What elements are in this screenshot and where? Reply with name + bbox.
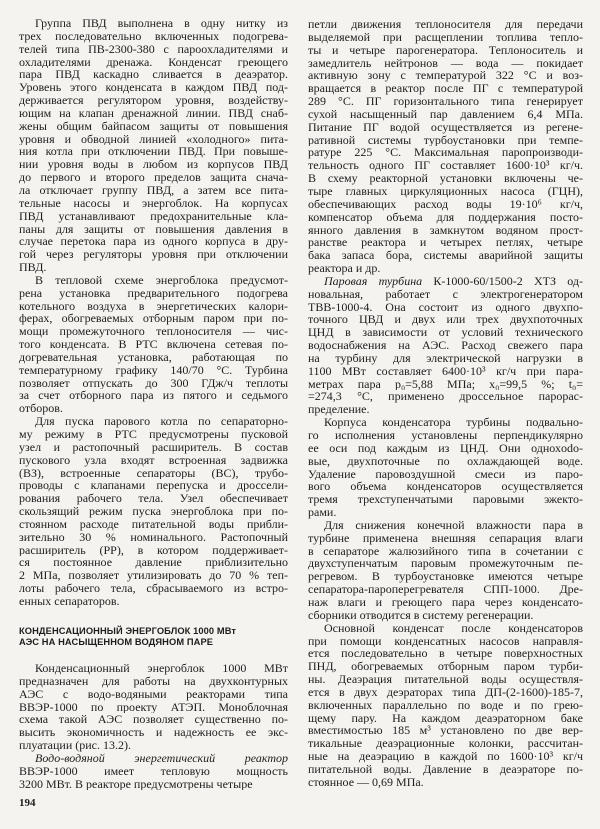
paragraph-line: гой через регуляторы уровня при отключении <box>19 248 288 262</box>
paragraph-line: стоянном расходе питательной воды прибли- <box>19 517 288 531</box>
paragraph-line: В тепловой схеме энергоблока предусмот- <box>35 273 288 287</box>
paragraph-line: Для снижения конечной влажности пара в <box>324 518 583 532</box>
paragraph-line: 1100 МВт составляет 6400·10³ кг/ч при пара- <box>308 364 583 378</box>
paragraph-line: ны. Деаэрация питательной воды осуществля- <box>308 673 583 686</box>
paragraph-line: зительно 30 % номинального. Растопочный <box>19 530 288 544</box>
paragraph-line: ранстве реактора и четырех петлях, четыре <box>308 236 583 250</box>
paragraph-line: рования рабочего тела. Узел обеспечивает <box>19 492 288 506</box>
paragraph-line: ты и четыре парогенератора. Теплоноситель и <box>308 43 583 57</box>
paragraph-line: плуатации (рис. 13.2). <box>19 739 131 752</box>
paragraph-line: ся постоянное давление приблизительно <box>19 556 288 570</box>
paragraph-line: узел и растопочный расширитель. В состав <box>19 440 288 454</box>
paragraph-line: Корпуса конденсатора турбины подвально- <box>324 416 583 429</box>
paragraph-line: ТВВ-1000-4. Она состоит из одного двухпо- <box>308 300 583 314</box>
paragraph-line: высить экономичность и надежность ее экс- <box>19 726 288 740</box>
paragraph-line: рами. <box>308 506 337 519</box>
paragraph-line <box>19 752 288 765</box>
left-column-lower <box>19 662 288 790</box>
paragraph-line: Конденсационный энергоблок 1000 МВт <box>35 662 288 675</box>
paragraph-line: ется последовательно в четыре поверхностных <box>308 647 583 661</box>
paragraph-line: бака запаса бора, системы аварийной защиты <box>308 249 583 263</box>
section-heading-line-2: АЭС НА НАСЫЩЕННОМ ВОДЯНОМ ПАРЕ <box>19 637 214 647</box>
paragraph-line: щему пару. На каждом деаэраторном баке <box>308 711 583 725</box>
paragraph-line: новальная, работает с электрогенератором <box>308 287 583 301</box>
paragraph-line: ется в двух деэраторах типа ДП-(2-1600)-185-7, <box>308 685 583 699</box>
paragraph-line: енных сепараторов. <box>19 594 120 608</box>
italic-lead: Водо-водяной энергетический реактор <box>35 751 288 765</box>
paragraph-line: Удаление паровоздушной смеси из паро- <box>308 467 583 481</box>
paragraph-line: активную зону с температурой 322 °С и воз- <box>308 69 583 83</box>
paragraph-line <box>308 275 583 288</box>
paragraph-line: двухступенчатым паровым промежуточным пе- <box>308 557 583 571</box>
paragraph-line: тикальные деаэрационные колонки, рассчитан- <box>308 737 583 751</box>
paragraph-line: лоты рабочего тела, сбрасываемого из встро- <box>19 582 288 595</box>
paragraph-line: паны для защиты от повышения давления в <box>19 222 288 236</box>
paragraph-line: обеспечивающих расход воды 19·10⁶ кг/ч, <box>308 197 583 211</box>
paragraph-line: точного ЦВД и двух или трех двухпоточных <box>308 313 583 327</box>
paragraph-line: Для пуска парового котла по сепараторно- <box>35 415 288 428</box>
left-column <box>19 17 288 608</box>
paragraph-line: догревательная установка, работающая по <box>19 350 288 364</box>
paragraph-line: турбине применена внешняя сепарация влаги <box>308 531 583 545</box>
paragraph-line: сборники отводится в систему регенерации. <box>308 608 534 622</box>
paragraph-line: Питание ПГ водой осуществляется из регене- <box>308 120 583 134</box>
page-number: 194 <box>19 797 36 809</box>
paragraph-line: скользящий режим пуска энергоблока при по- <box>19 505 288 518</box>
paragraph-line: 3200 МВт. В реакторе предусмотрены четыре <box>19 777 253 791</box>
paragraph-line: проводы с клапанами перепуска и дроссели- <box>19 479 288 493</box>
paragraph-line: схема такой АЭС позволяет существенно по- <box>19 713 288 727</box>
paragraph-line: =274,3 °С, применено дроссельное парорас- <box>308 390 583 404</box>
paragraph-line: компенсатор объема для поддержания посто- <box>308 210 583 224</box>
paragraph-line: сухой насыщенный пар давлением 6,4 МПа. <box>308 107 583 121</box>
paragraph-line: ВВЭР-1000 имеет тепловую мощность <box>19 764 288 778</box>
paragraph-line: мощи промежуточного теплоносителя — чис- <box>19 325 288 339</box>
paragraph-line: температурному графику 140/70 °С. Турбина <box>19 363 288 377</box>
paragraph-line: замедлитель нейтронов — вода — покидает <box>308 56 583 70</box>
paragraph-line: пределение. <box>308 403 370 417</box>
paragraph-line: водоснабжения на АЭС. Расход свежего пара <box>308 339 583 352</box>
paragraph-line: ния котла при отключении ПВД. При повыше- <box>19 145 288 159</box>
paragraph-line: рена установка предварительного подогрева <box>19 286 288 300</box>
paragraph-line: тельные насосы и энергоблок. На корпусах <box>19 196 288 210</box>
paragraph-line: ющим на клапан дренажной линии. ПВД снаб- <box>19 106 288 120</box>
paragraph-line: наж влаги и греющего пара через конденсато- <box>308 595 583 609</box>
paragraph-line: котельного воздуха в энергетических калори- <box>19 299 288 313</box>
paragraph-line: пускового узла входят встроенная задвижка <box>19 453 288 467</box>
paragraph-line: нии уровня воды в любом из корпусов ПВД <box>19 158 288 172</box>
paragraph-line: в сепараторе жалюзийного типа в сочетании с <box>308 544 583 558</box>
paragraph-line: питательной воды. Давление в деаэраторе по- <box>308 762 583 776</box>
section-heading <box>19 626 236 648</box>
paragraph-line: Группа ПВД выполнена в одну нитку из <box>35 17 288 30</box>
paragraph-line: вращается в реактор после ПГ с температурой <box>308 82 583 96</box>
paragraph-line: предназначен для работы на двухконтурных <box>19 674 288 688</box>
paragraph-line: вого объема конденсаторов осуществляется <box>308 480 583 494</box>
paragraph-line: тремя трехступенчатыми паровыми эжекто- <box>308 493 583 507</box>
italic-lead: Паровая турбина <box>324 274 423 288</box>
paragraph-line: ПНД, обогреваемых отборным паром турби- <box>308 660 583 674</box>
paragraph-line: при помощи конденсатных насосов направля- <box>308 634 583 648</box>
paragraph-line: Основной конденсат после конденсаторов <box>324 621 583 635</box>
paragraph-line: ративной системы турбоустановки при темпе- <box>308 133 583 147</box>
paragraph-line: ферах, обогреваемых отборным паром при по- <box>19 312 288 326</box>
paragraph-line: уровня и обводной линией «холодного» пита- <box>19 132 288 146</box>
line-text: К-1000-60/1500-2 ХТЗ од- <box>422 274 583 288</box>
paragraph-line: вые, двухпоточные по охлаждающей воде. <box>308 454 583 468</box>
paragraph-line: тыре главных циркуляционных насоса (ГЦН), <box>308 184 583 198</box>
paragraph-line: 2 МПа, позволяет утилизировать до 70 % теп- <box>19 569 288 583</box>
paragraph-line: на турбину для электрической нагрузки в <box>308 351 583 365</box>
paragraph-line: ные на деаэрацию в каждой по 1600·10³ кг/ч <box>308 750 583 763</box>
paragraph-line: 289 °С. ПГ горизонтального типа генерирует <box>308 95 583 108</box>
paragraph-line: пара ПВД каскадно сливается в деаэратор. <box>19 68 288 82</box>
paragraph-line: АЭС с водо-водяными реакторами типа <box>19 687 288 701</box>
paragraph-line: вместимостью 185 м³ установлено по две вер- <box>308 724 583 738</box>
paragraph-line: ПВД. <box>19 261 47 274</box>
paragraph-line: сепаратора-пароперегревателя СПП-1000. Дре- <box>308 583 583 596</box>
paragraph-line: ЦНД в зависимости от условий технического <box>308 326 583 340</box>
paragraph-line: му режиму в РТС предусмотрены пусковой <box>19 428 288 441</box>
paragraph-line: расширитель (РР), в котором поддерживает- <box>19 543 288 557</box>
paragraph-line: до первого и второго пределов защита снача- <box>19 171 288 184</box>
paragraph-line: держивается регулятором уровня, воздейству- <box>19 94 288 107</box>
paragraph-line: ее оси под каждым из ЦНД. Они однохodo- <box>308 441 583 455</box>
paragraph-line: метрах пара p₀=5,88 МПа; x₀=99,5 %; t₀= <box>308 377 583 391</box>
paragraph-line: Уровень этого конденсата в каждом ПВД под- <box>19 81 288 95</box>
paragraph-line: го исполнения установлены перпендикулярно <box>308 429 583 442</box>
paragraph-line: случае перетока пара из одного корпуса в дру- <box>19 235 288 249</box>
paragraph-line: охладителями дренажа. Конденсат греющего <box>19 55 288 69</box>
paragraph-line: тельность одного ПГ составляет 1600·10³ кг/ч. <box>308 159 583 173</box>
right-column <box>308 18 583 789</box>
paragraph-line: стоянное — 0,69 МПа. <box>308 775 424 789</box>
paragraph-line: выделяемой при расщеплении топлива тепло- <box>308 30 583 44</box>
paragraph-line: трех последовательно включенных подогрева- <box>19 29 288 43</box>
section-heading-line-1: КОНДЕНСАЦИОННЫЙ ЭНЕРГОБЛОК 1000 МВт <box>19 626 237 636</box>
paragraph-line: В схему реакторной установки включены че- <box>308 172 583 185</box>
paragraph-line: позволяет отпускать до 300 ГДж/ч теплоты <box>19 376 288 390</box>
paragraph-line: (ВЗ), встроенные сепараторы (ВС), трубо- <box>19 466 288 480</box>
paragraph-line: за счет отборного пара из пятого и седьмого <box>19 389 288 403</box>
paragraph-line: янного давления в замкнутом водяном прост- <box>308 223 583 237</box>
paragraph-line: телей типа ПВ-2300-380 с пароохладителями и <box>19 42 288 56</box>
paragraph-line: ПВД устанавливают предохранительные кла- <box>19 209 288 223</box>
paragraph-line: ла отключает группу ПВД, а затем все пита- <box>19 183 288 197</box>
paragraph-line: включенных параллельно по воде и по грею- <box>308 698 583 712</box>
paragraph-line: регревом. В турбоустановке имеются четыре <box>308 570 583 584</box>
paragraph-line: отборов. <box>19 402 63 416</box>
paragraph-line: ратуре 225 °С. Максимальная паропроизводи- <box>308 146 583 160</box>
paragraph-line: жены общим байпасом защиты от повышения <box>19 119 288 133</box>
paragraph-line: реактора и др. <box>308 262 381 275</box>
paragraph-line: ВВЭР-1000 по проекту АТЭП. Моноблочная <box>19 700 288 714</box>
paragraph-line: петли движения теплоносителя для передачи <box>308 18 583 31</box>
paragraph-line: того конденсата. В РТС включена сетевая по- <box>19 338 288 351</box>
